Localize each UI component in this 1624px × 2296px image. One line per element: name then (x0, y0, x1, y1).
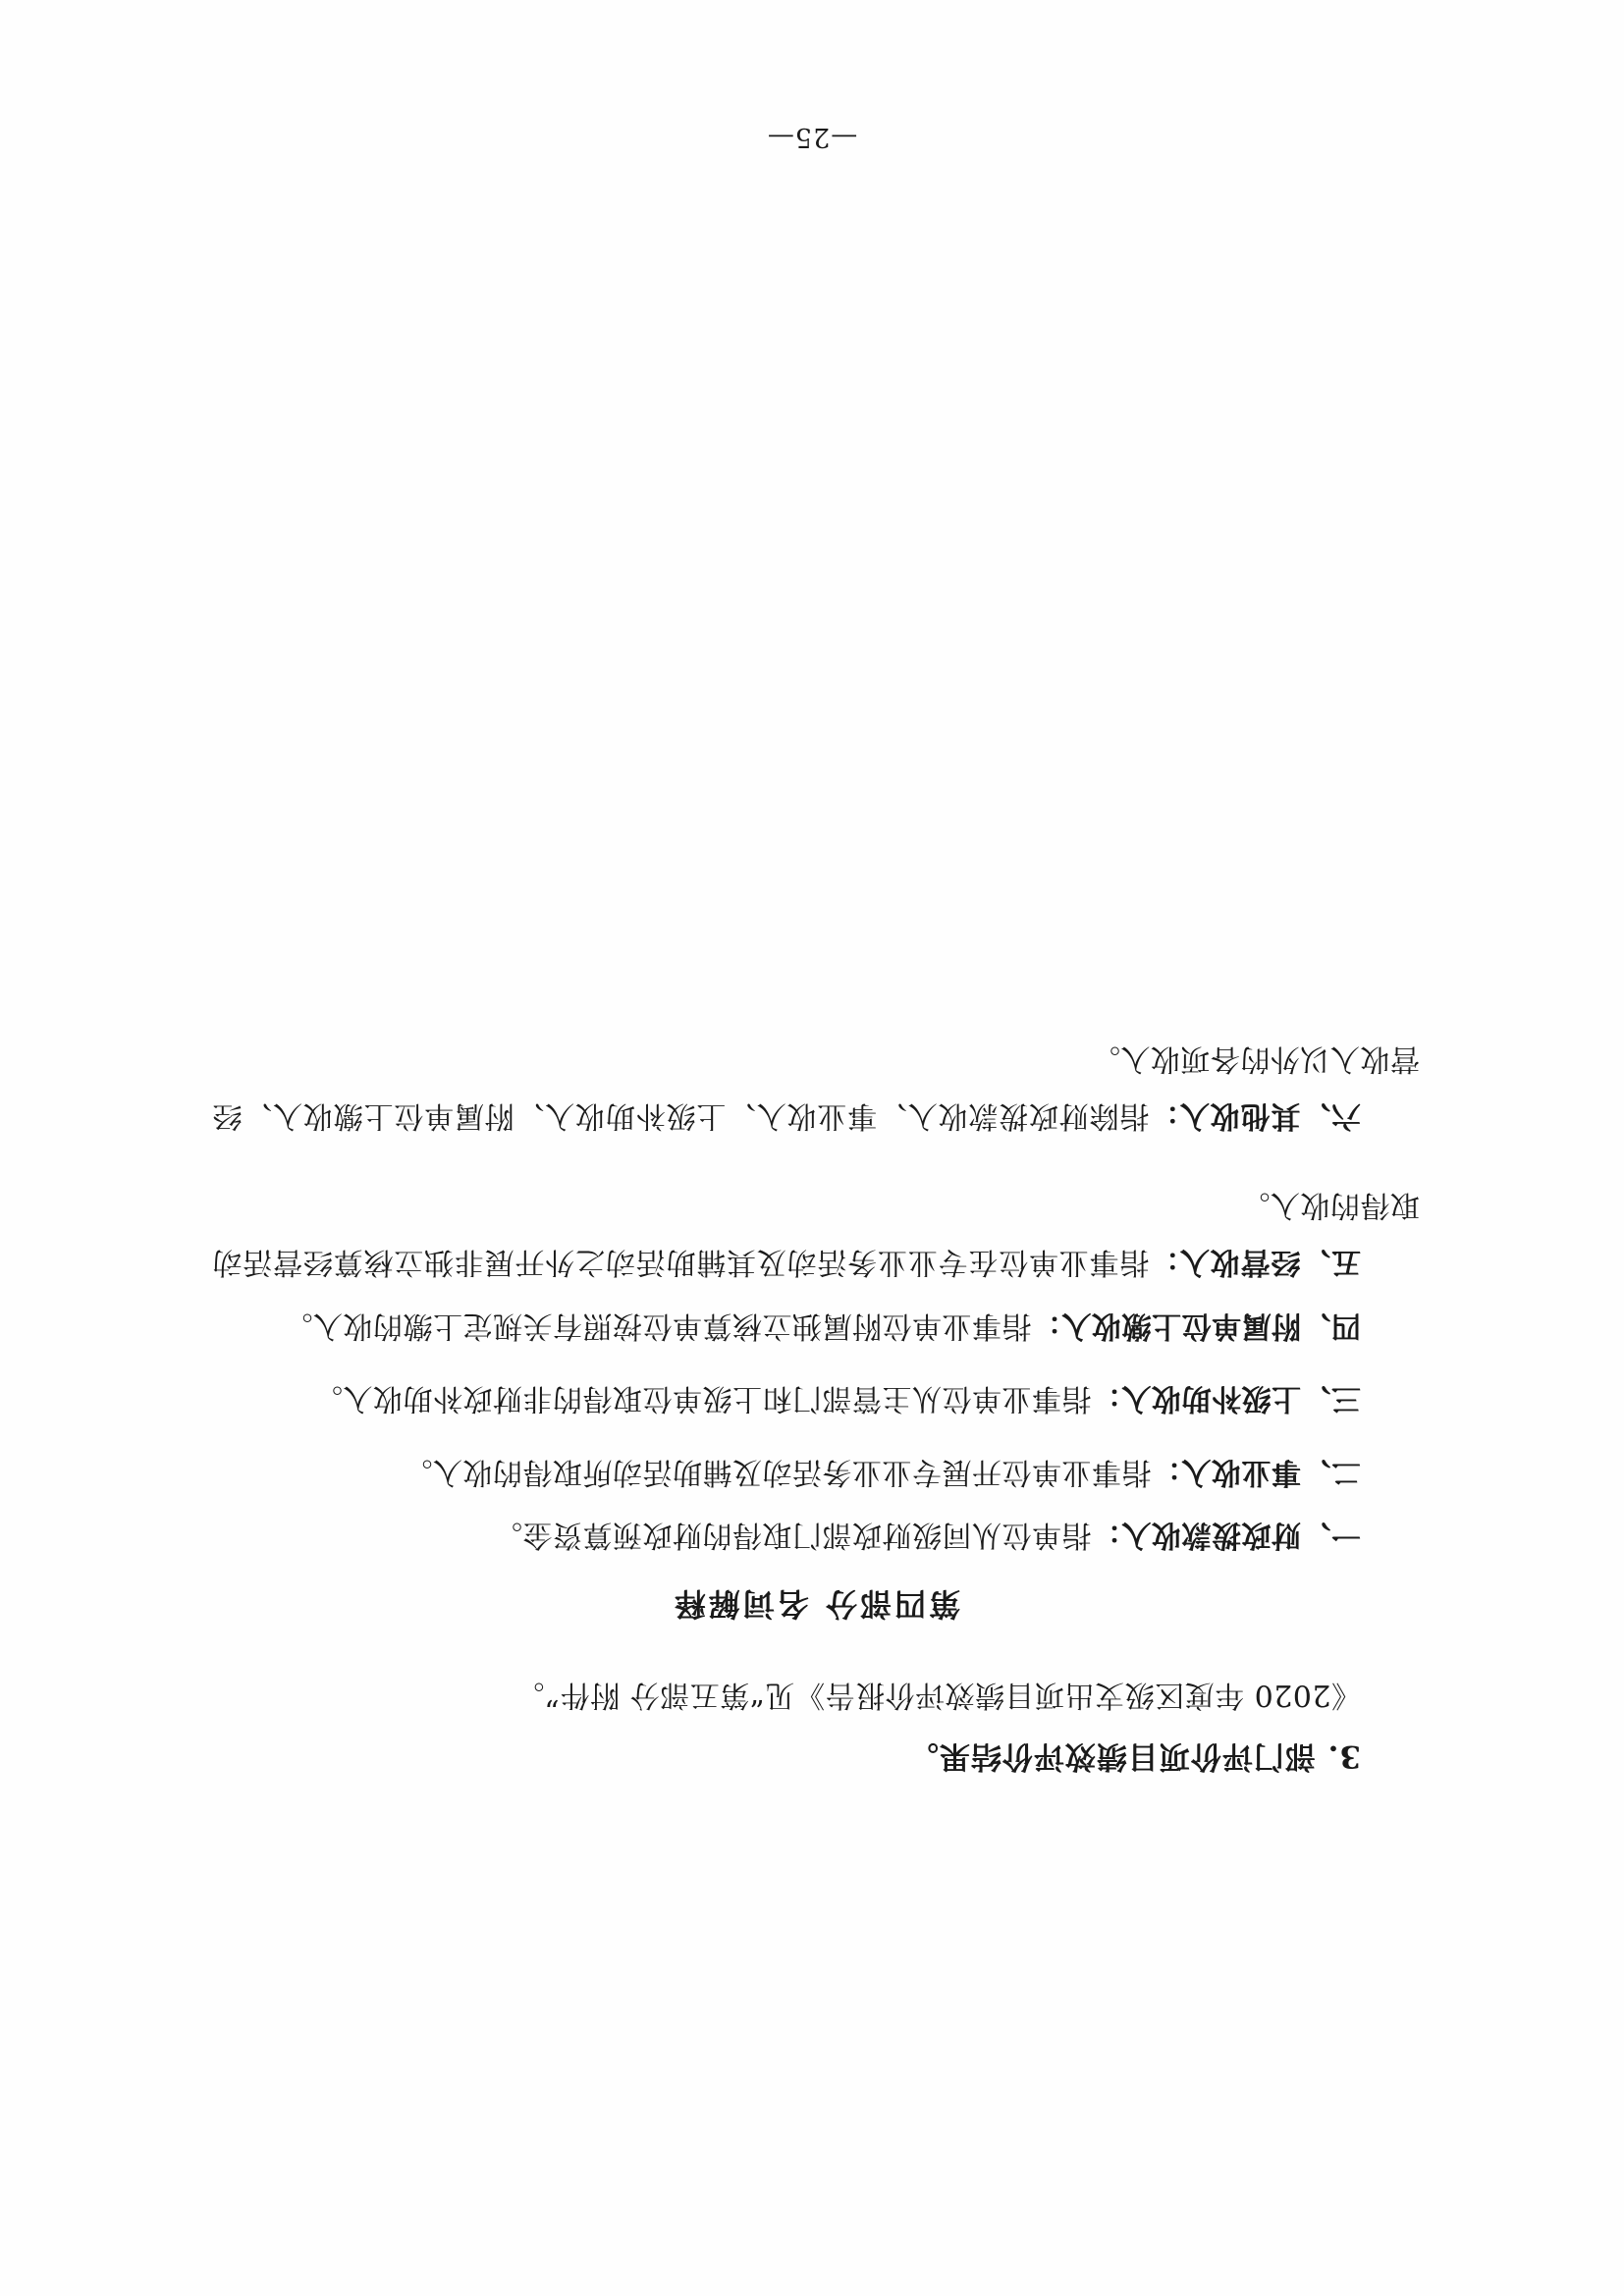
glossary-term: 六、其他收入： (1149, 1098, 1361, 1134)
subheading-dept-eval-result: 3. 部门评价项目绩效评价结果。 (906, 1738, 1361, 1774)
glossary-definition: 指事业单位附属独立核算单位按照有关规定上缴的收入。 (283, 1308, 1032, 1343)
glossary-item-superior-subsidy-income (212, 1369, 1420, 1427)
glossary-item-fiscal-appropriation-income (212, 1506, 1420, 1564)
glossary-item-business-income (212, 1442, 1420, 1500)
glossary-item-other-income (212, 1029, 1420, 1144)
page-number: —25— (766, 122, 858, 152)
glossary-definition: 指单位从同级财政部门取得的财政预算资金。 (492, 1518, 1092, 1553)
glossary-definition: 指除财政拨款收入、事业收入、上级补助收入、附属单位上缴收入、经营收入以外的各项收入。 (211, 1041, 1420, 1134)
glossary-item-affiliated-unit-remittance-income (212, 1296, 1420, 1354)
glossary-term: 三、上级补助收入： (1091, 1381, 1361, 1416)
glossary-definition: 指事业单位开展专业业务活动及辅助活动所取得的收入。 (403, 1454, 1152, 1489)
spacer (212, 1649, 1420, 1659)
paragraph-report-reference: 《2020 年度区级支出项目绩效评价报告》见“第五部分 附件”。 (514, 1677, 1361, 1712)
glossary-term: 二、事业收入： (1151, 1454, 1361, 1489)
page-content (212, 1023, 1420, 1786)
glossary-item-operating-income (212, 1175, 1420, 1290)
glossary-definition: 指事业单位在专业业务活动及其辅助活动之外开展非独立核算经营活动取得的收入。 (211, 1187, 1420, 1280)
glossary-term: 一、财政拨款收入： (1091, 1518, 1361, 1553)
spacer (212, 1354, 1420, 1363)
glossary-term: 四、附属单位上缴收入： (1031, 1308, 1361, 1343)
glossary-definition: 指事业单位从主管部门和上级单位取得的非财政补助收入。 (312, 1381, 1092, 1416)
glossary-term: 五、经营收入： (1149, 1245, 1361, 1280)
spacer (212, 1144, 1420, 1169)
spacer (212, 1426, 1420, 1436)
section-heading-glossary: 第四部分 名词解释 (671, 1585, 961, 1624)
